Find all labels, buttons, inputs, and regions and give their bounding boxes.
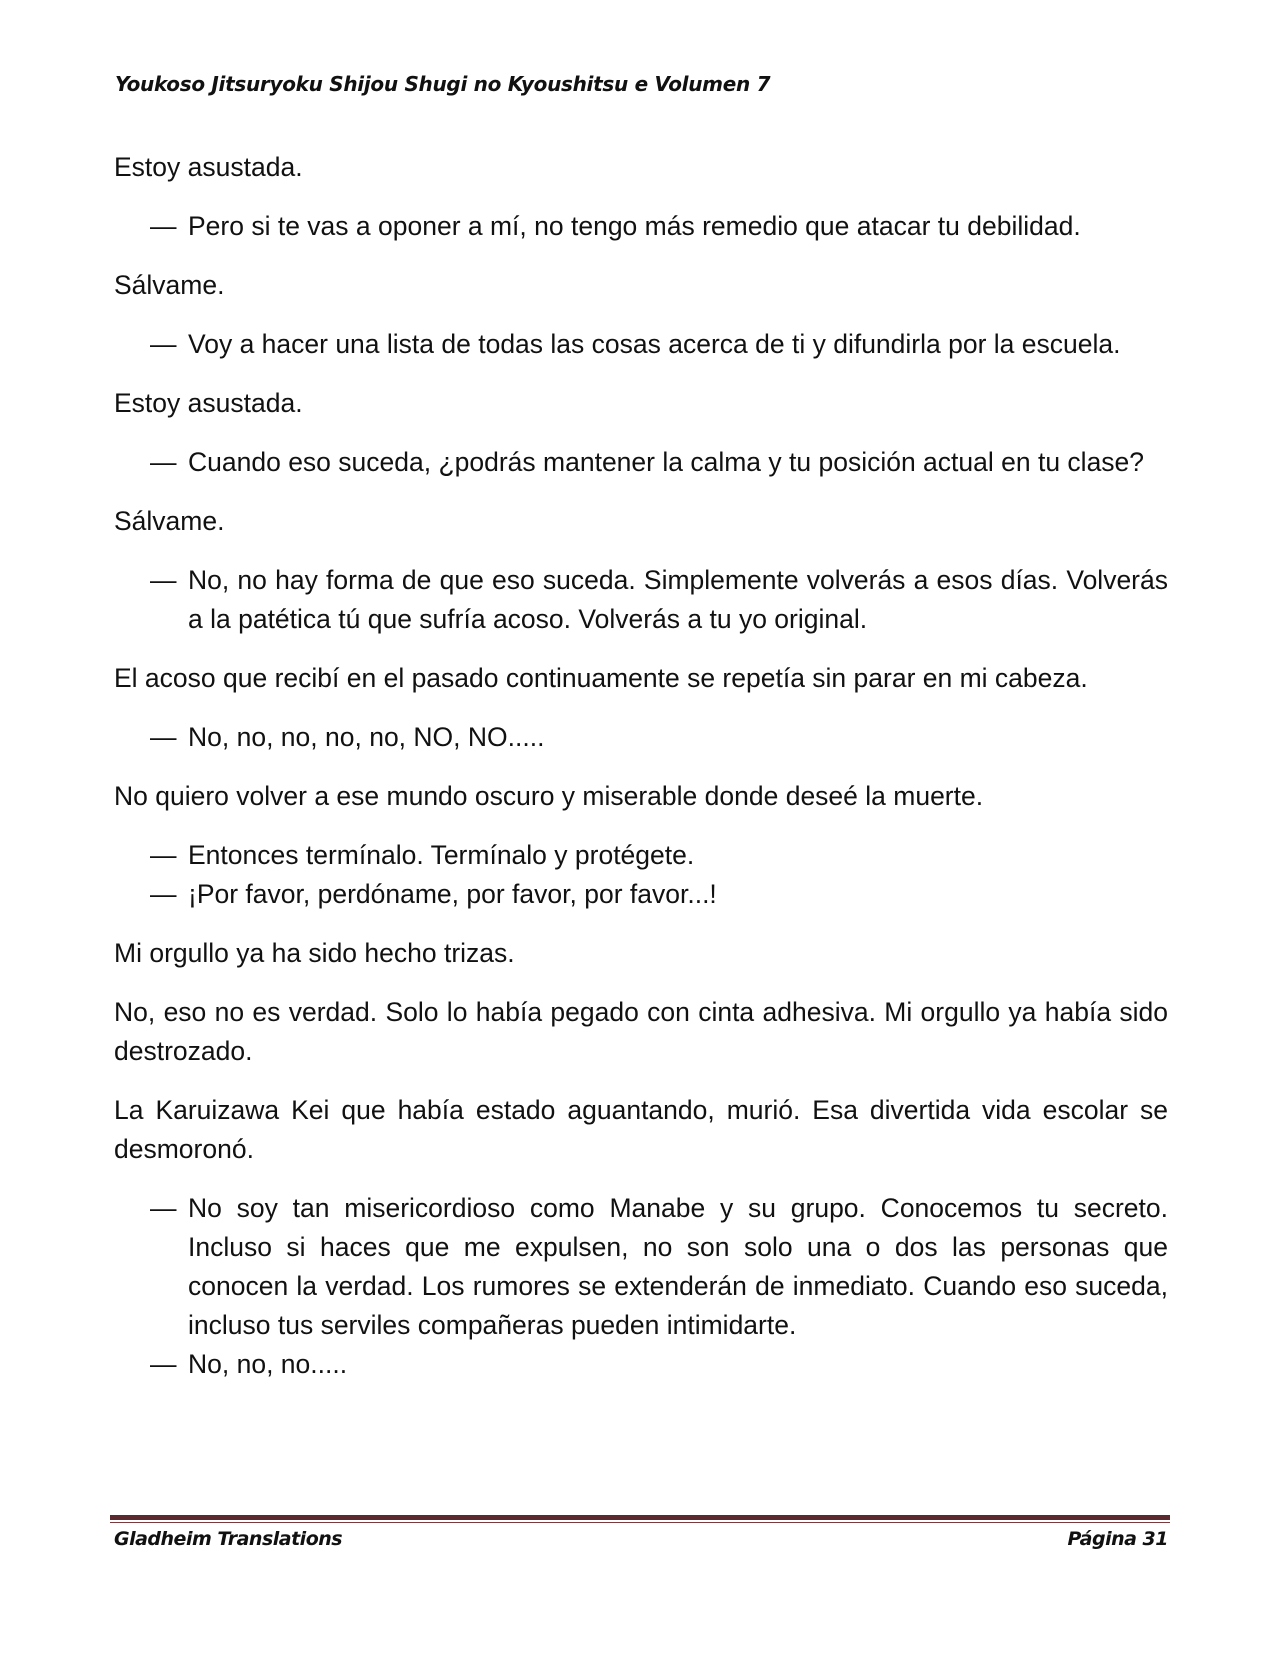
dialogue-text: No soy tan misericordioso como Manabe y su grupo. Conocemos tu secreto. Incluso si haces que me expulsen, no son solo una o dos las personas que conocen la verdad. Los rumores se extenderán de inmediato. Cuando eso suceda, incluso tus serviles compañeras pueden intimidarte. — [188, 1193, 1168, 1340]
dialogue-group — [114, 325, 1168, 364]
dialogue-line — [114, 1345, 1168, 1384]
dialogue-group — [114, 207, 1168, 246]
dialogue-line — [114, 443, 1168, 482]
em-dash: — — [150, 840, 177, 870]
dialogue-group — [114, 443, 1168, 482]
em-dash: — — [150, 211, 177, 241]
narration-paragraph: Sálvame. — [114, 506, 225, 536]
dialogue-group — [114, 561, 1168, 639]
narration-paragraph: Estoy asustada. — [114, 152, 303, 182]
page-body — [114, 148, 1168, 1404]
em-dash: — — [150, 722, 177, 752]
dialogue-text: ¡Por favor, perdóname, por favor, por favor...! — [188, 879, 717, 909]
narration-paragraph: El acoso que recibí en el pasado continuamente se repetía sin parar en mi cabeza. — [114, 663, 1088, 693]
dialogue-line — [114, 718, 1168, 757]
em-dash: — — [150, 565, 177, 595]
em-dash: — — [150, 329, 177, 359]
narration-paragraph: No, eso no es verdad. Solo lo había pegado con cinta adhesiva. Mi orgullo ya había sido destrozado. — [114, 997, 1168, 1066]
narration-paragraph: Estoy asustada. — [114, 388, 303, 418]
narration-paragraph: La Karuizawa Kei que había estado aguantando, murió. Esa divertida vida escolar se desmoronó. — [114, 1095, 1168, 1164]
dialogue-line — [114, 875, 1168, 914]
footer-page-number: Página 31 — [1067, 1528, 1168, 1550]
dialogue-text: No, no hay forma de que eso suceda. Simplemente volverás a esos días. Volverás a la patética tú que sufría acoso. Volverás a tu yo original. — [188, 565, 1168, 634]
dialogue-text: Voy a hacer una lista de todas las cosas acerca de ti y difundirla por la escuela. — [188, 329, 1121, 359]
footer-publisher: Gladheim Translations — [114, 1528, 343, 1550]
dialogue-line — [114, 207, 1168, 246]
em-dash: — — [150, 1193, 177, 1223]
dialogue-text: Cuando eso suceda, ¿podrás mantener la calma y tu posición actual en tu clase? — [188, 447, 1145, 477]
dialogue-text: Pero si te vas a oponer a mí, no tengo más remedio que atacar tu debilidad. — [188, 211, 1081, 241]
narration-paragraph: Mi orgullo ya ha sido hecho trizas. — [114, 938, 515, 968]
dialogue-group — [114, 718, 1168, 757]
em-dash: — — [150, 879, 177, 909]
running-header: Youkoso Jitsuryoku Shijou Shugi no Kyoushitsu e Volumen 7 — [115, 72, 771, 96]
dialogue-group — [114, 836, 1168, 914]
dialogue-text: No, no, no..... — [188, 1349, 348, 1379]
dialogue-text: Entonces termínalo. Termínalo y protégete. — [188, 840, 695, 870]
dialogue-line — [114, 1189, 1168, 1345]
em-dash: — — [150, 447, 177, 477]
footer-rule-thick — [110, 1515, 1170, 1520]
narration-paragraph: Sálvame. — [114, 270, 225, 300]
dialogue-line — [114, 561, 1168, 639]
dialogue-line — [114, 836, 1168, 875]
footer-rule — [110, 1515, 1170, 1523]
dialogue-line — [114, 325, 1168, 364]
em-dash: — — [150, 1349, 177, 1379]
dialogue-text: No, no, no, no, no, NO, NO..... — [188, 722, 545, 752]
narration-paragraph: No quiero volver a ese mundo oscuro y miserable donde deseé la muerte. — [114, 781, 984, 811]
dialogue-group — [114, 1189, 1168, 1384]
footer-rule-thin — [110, 1522, 1170, 1523]
